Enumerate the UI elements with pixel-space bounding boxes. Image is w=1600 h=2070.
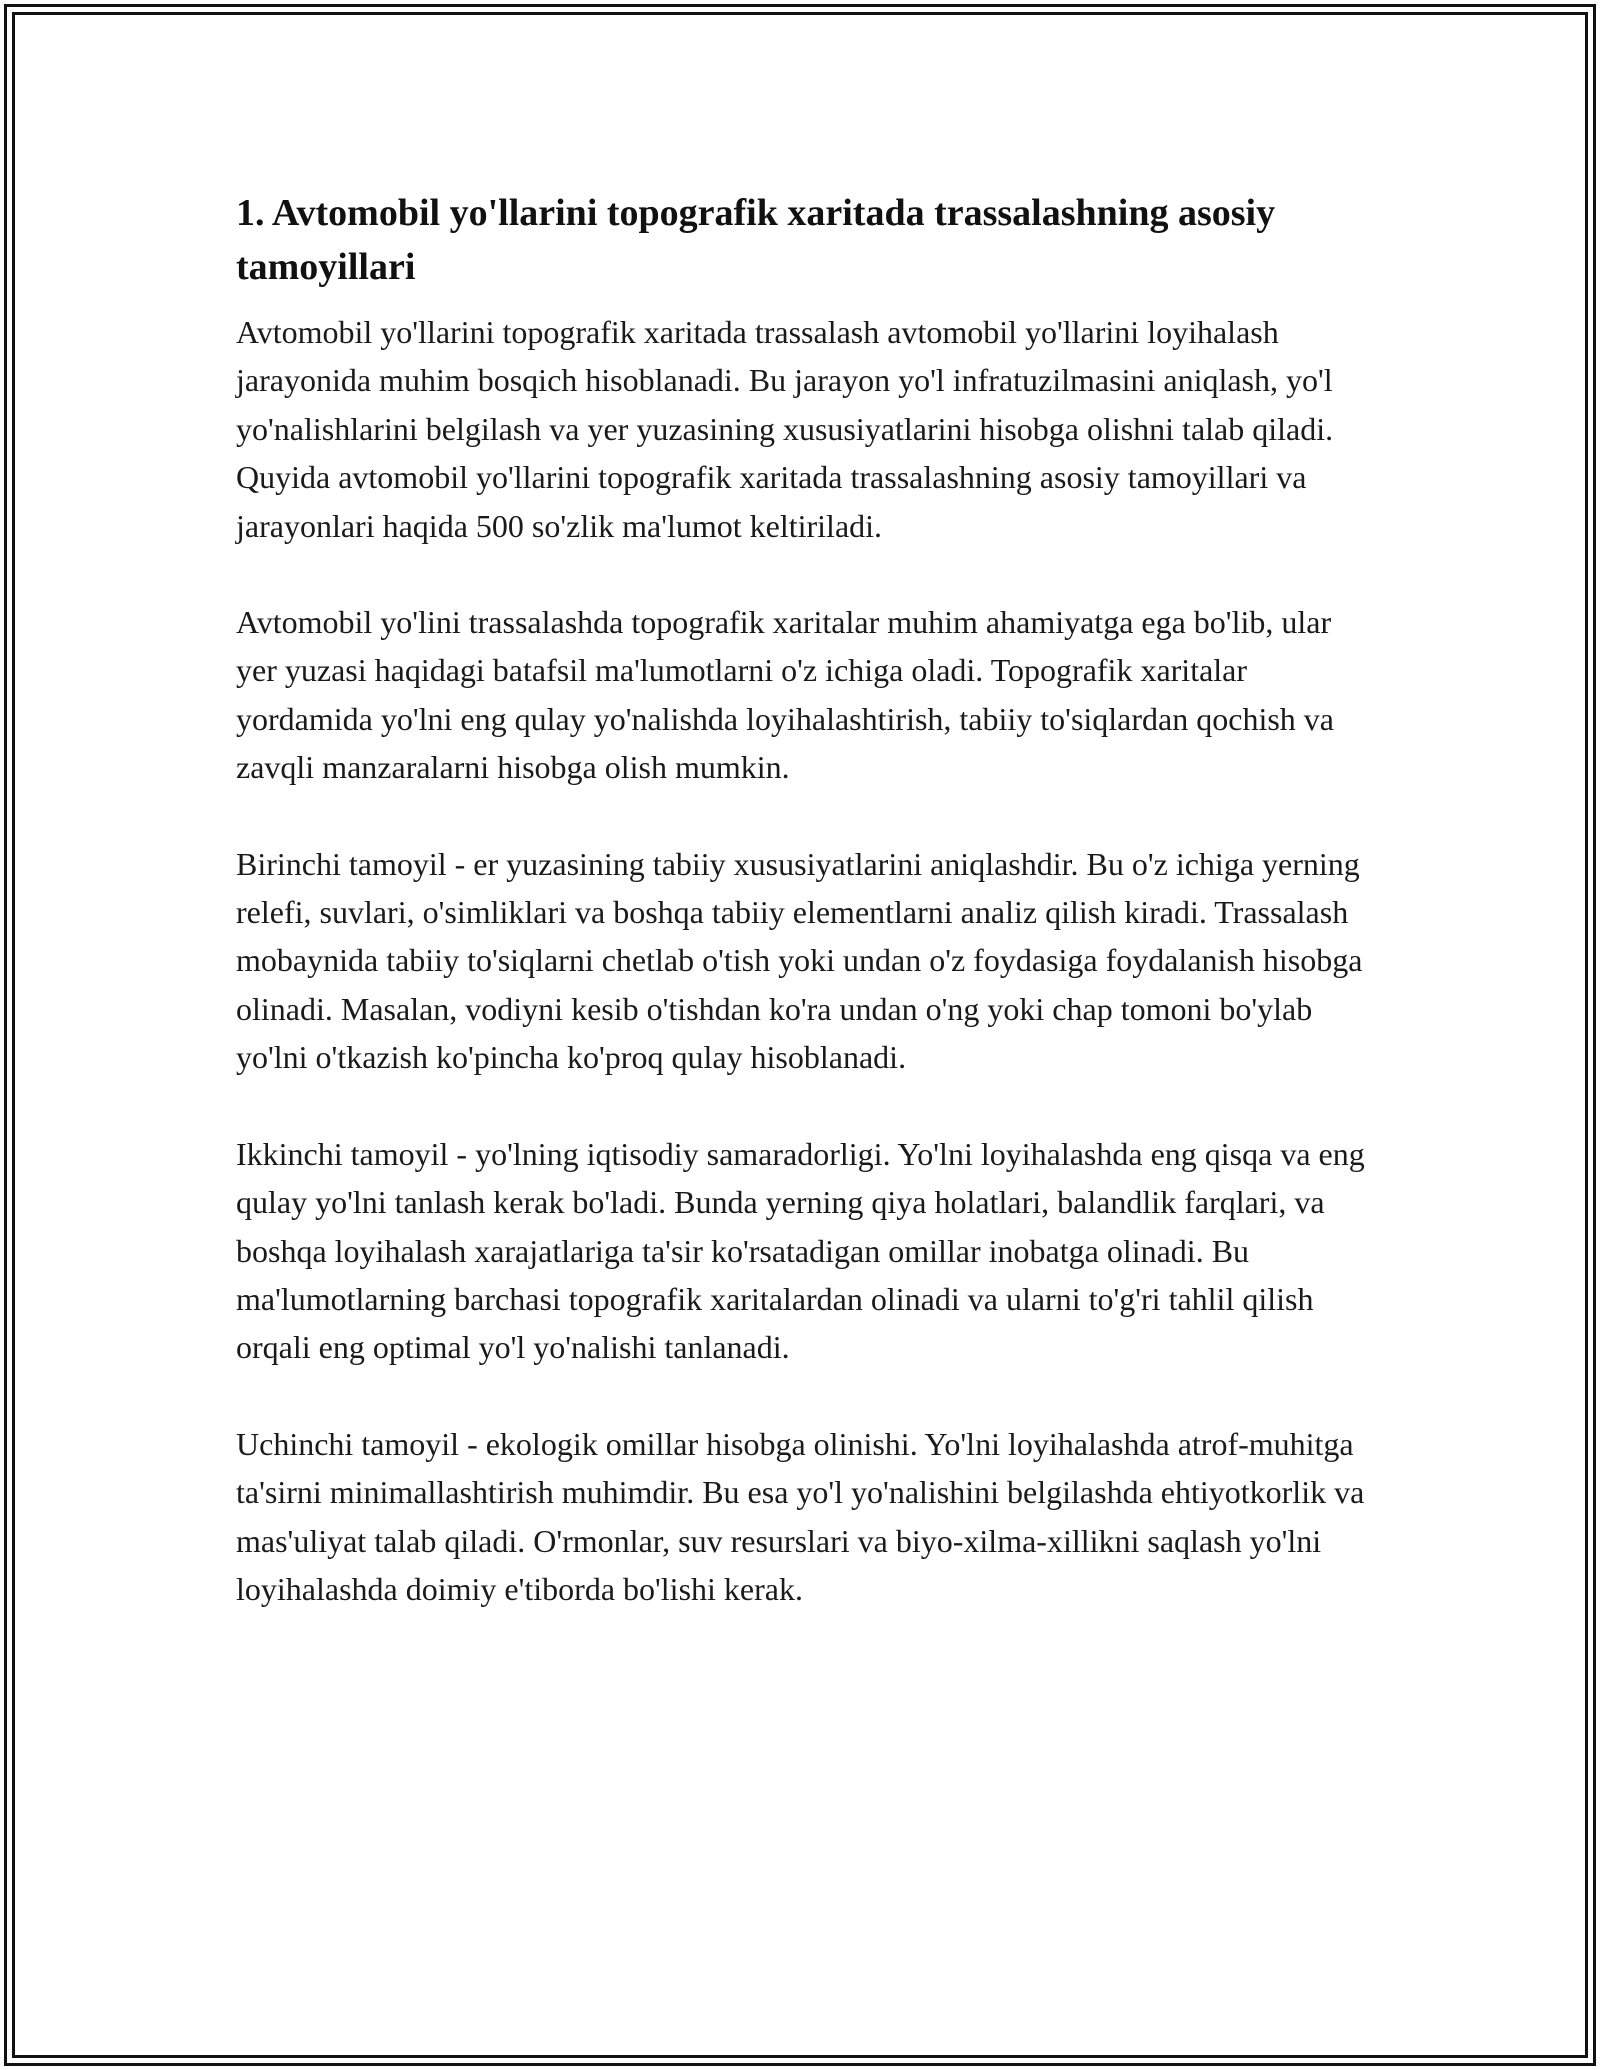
paragraph-second-principle: Ikkinchi tamoyil - yo'lning iqtisodiy samaradorligi. Yo'lni loyihalashda eng qisqa va eng qulay yo'lni tanlash kerak bo'ladi. Bunda yerning qiya holatlari, balandlik farqlari, va boshqa loyihalash xarajatlariga ta'sir ko'rsatadigan omillar inobatga olinadi. Bu ma'lumotlarning barchasi topografik xaritalardan olinadi va ularni to'g'ri tahlil qilish orqali eng optimal yo'l yo'nalishi tanlanadi. (236, 1135, 1365, 1366)
paragraph-topographic-maps: Avtomobil yo'lini trassalashda topografik xaritalar muhim ahamiyatga ega bo'lib, ular yer yuzasi haqidagi batafsil ma'lumotlarni o'z ichiga oladi. Topografik xaritalar yordamida yo'lni eng qulay yo'nalishda loyihalashtirish, tabiiy to'siqlardan qochish va zavqli manzaralarni hisobga olish mumkin. (236, 604, 1334, 786)
paragraph-third-principle: Uchinchi tamoyil - ekologik omillar hisobga olinishi. Yo'lni loyihalashda atrof-muhitga ta'sirni minimallashtirish muhimdir. Bu esa yo'l yo'nalishini belgilashda ehtiyotkorlik va mas'uliyat talab qiladi. O'rmonlar, suv resurslari va biyo-xilma-xillikni saqlash yo'lni loyihalashda doimiy e'tiborda bo'lishi kerak. (236, 1425, 1365, 1607)
document-body (236, 186, 1376, 1661)
paragraph-first-principle: Birinchi tamoyil - er yuzasining tabiiy xususiyatlarini aniqlashdir. Bu o'z ichiga yerning relefi, suvlari, o'simliklari va boshqa tabiiy elementlarni analiz qilish kiradi. Trassalash mobaynida tabiiy to'siqlarni chetlab o'tish yoki undan o'z foydasiga foydalanish hisobga olinadi. Masalan, vodiyni kesib o'tishdan ko'ra undan o'ng yoki chap tomoni bo'ylab yo'lni o'tkazish ko'pincha ko'proq qulay hisoblanadi. (236, 845, 1363, 1076)
paragraph-introduction: Avtomobil yo'llarini topografik xaritada trassalash avtomobil yo'llarini loyihalash jarayonida muhim bosqich hisoblanadi. Bu jarayon yo'l infratuzilmasini aniqlash, yo'l yo'nalishlarini belgilash va yer yuzasining xususiyatlarini hisobga olishni talab qiladi. Quyida avtomobil yo'llarini topografik xaritada trassalashning asosiy tamoyillari va jarayonlari haqida 500 so'zlik ma'lumot keltiriladi. (236, 314, 1334, 544)
document-title: 1. Avtomobil yo'llarini topografik xaritada trassalashning asosiy tamoyillari (236, 192, 1276, 288)
